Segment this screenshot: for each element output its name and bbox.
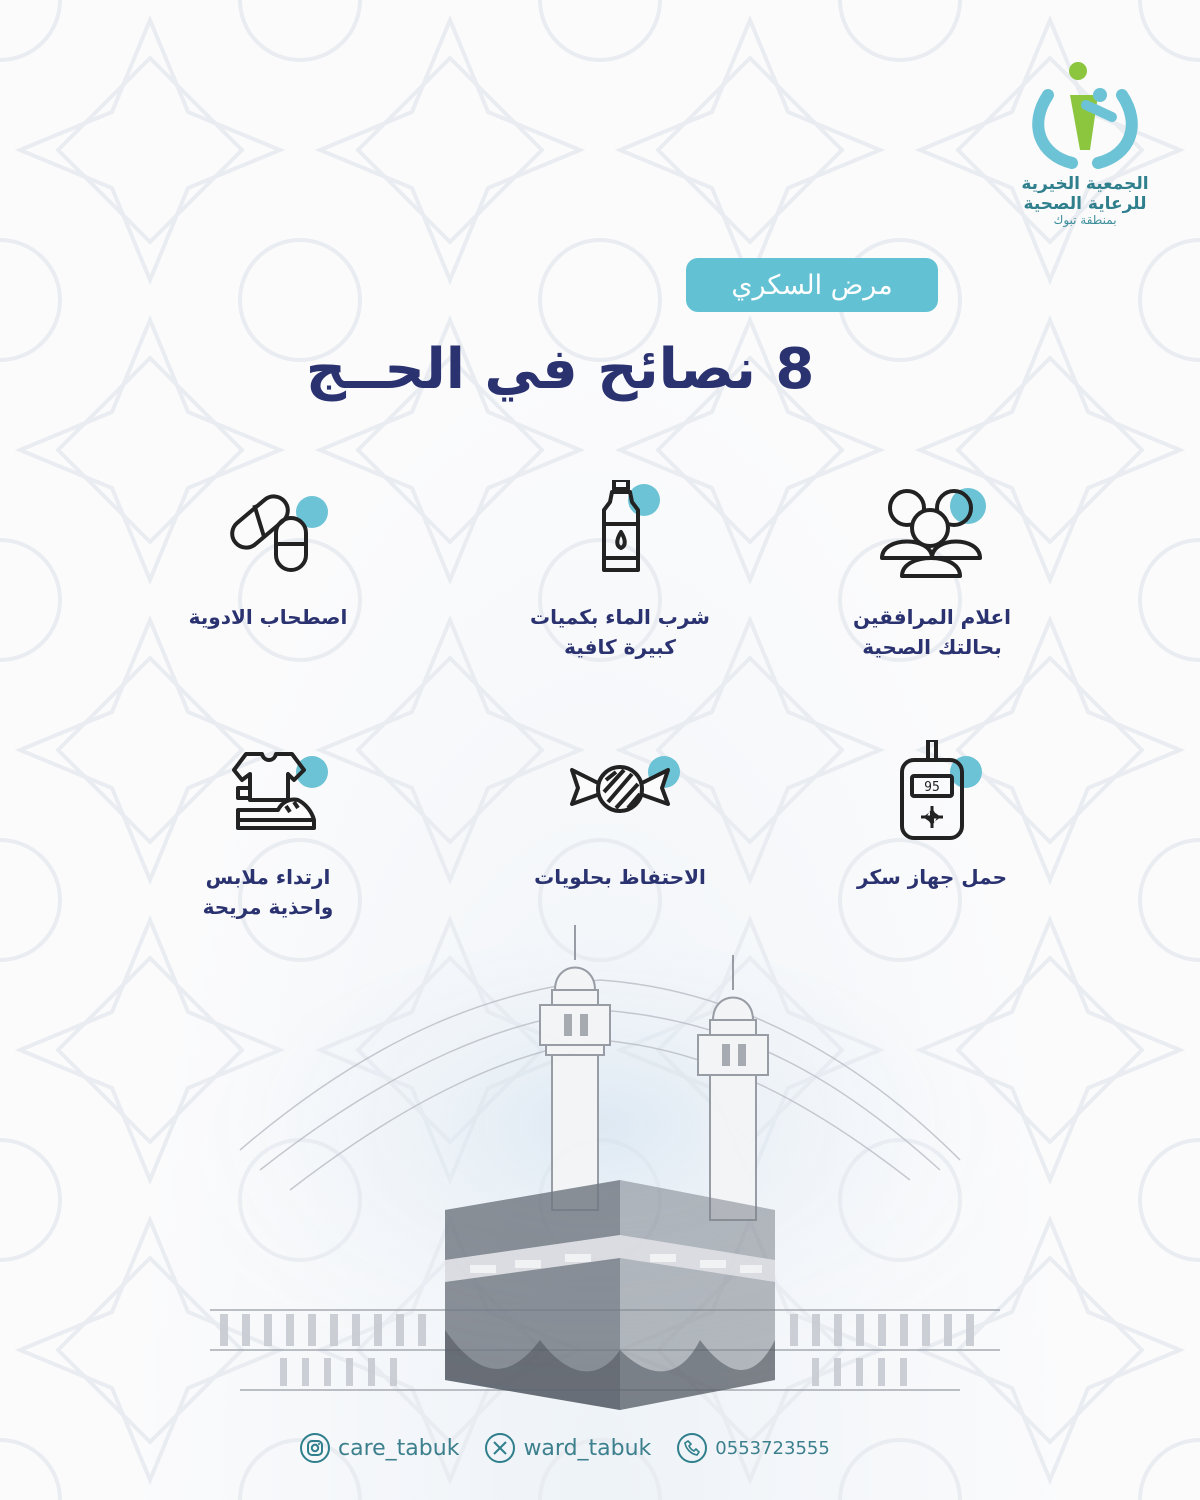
tip-label-line1: حمل جهاز سكر bbox=[857, 865, 1007, 889]
tip-drink-water bbox=[470, 480, 770, 662]
tip-keep-sweets bbox=[470, 740, 770, 892]
phone-number: 0553723555 bbox=[715, 1437, 830, 1459]
page-title: 8 نصائح في الحــج bbox=[305, 337, 815, 402]
instagram-contact[interactable] bbox=[300, 1433, 459, 1463]
contact-footer bbox=[300, 1428, 960, 1468]
logo-text-line1: الجمعية الخيرية bbox=[1021, 174, 1149, 194]
pills-icon bbox=[208, 480, 328, 580]
tip-label-line2: بحالتك الصحية bbox=[862, 635, 1002, 659]
tip-label-line2: واحذية مريحة bbox=[202, 895, 334, 919]
tip-take-medications bbox=[118, 480, 418, 632]
tip-label-line1: ارتداء ملابس bbox=[205, 865, 331, 889]
people-icon bbox=[872, 480, 992, 580]
tip-label-line1: شرب الماء بكميات bbox=[530, 605, 710, 629]
kaaba-illustration bbox=[180, 910, 1020, 1470]
instagram-icon bbox=[300, 1433, 330, 1463]
x-handle: ward_tabuk bbox=[523, 1435, 652, 1461]
tip-comfortable-clothes bbox=[118, 740, 418, 922]
topic-badge: مرض السكري bbox=[686, 258, 938, 312]
logo-mark-icon bbox=[1020, 55, 1150, 175]
x-icon bbox=[485, 1433, 515, 1463]
tip-label-line1: اصطحاب الادوية bbox=[188, 605, 348, 629]
x-contact[interactable] bbox=[485, 1433, 651, 1463]
logo-text-line3: بمنطقة تبوك bbox=[1053, 213, 1117, 228]
water-bottle-icon bbox=[560, 480, 680, 580]
candy-icon bbox=[560, 740, 680, 840]
organization-logo bbox=[1005, 55, 1165, 265]
instagram-handle: care_tabuk bbox=[338, 1435, 460, 1461]
phone-contact[interactable] bbox=[677, 1433, 830, 1463]
tip-label-line1: اعلام المرافقين bbox=[852, 605, 1012, 629]
tip-label-line1: الاحتفاظ بحلويات bbox=[534, 865, 706, 889]
tip-inform-companions bbox=[782, 480, 1082, 662]
glucometer-reading: 95 bbox=[924, 780, 940, 795]
glucometer-icon bbox=[872, 740, 992, 840]
phone-icon bbox=[677, 1433, 707, 1463]
clothes-shoes-icon bbox=[208, 740, 328, 840]
tip-carry-glucometer bbox=[782, 740, 1082, 892]
tip-label-line2: كبيرة كافية bbox=[564, 635, 676, 659]
logo-text-line2: للرعاية الصحية bbox=[1023, 193, 1147, 214]
